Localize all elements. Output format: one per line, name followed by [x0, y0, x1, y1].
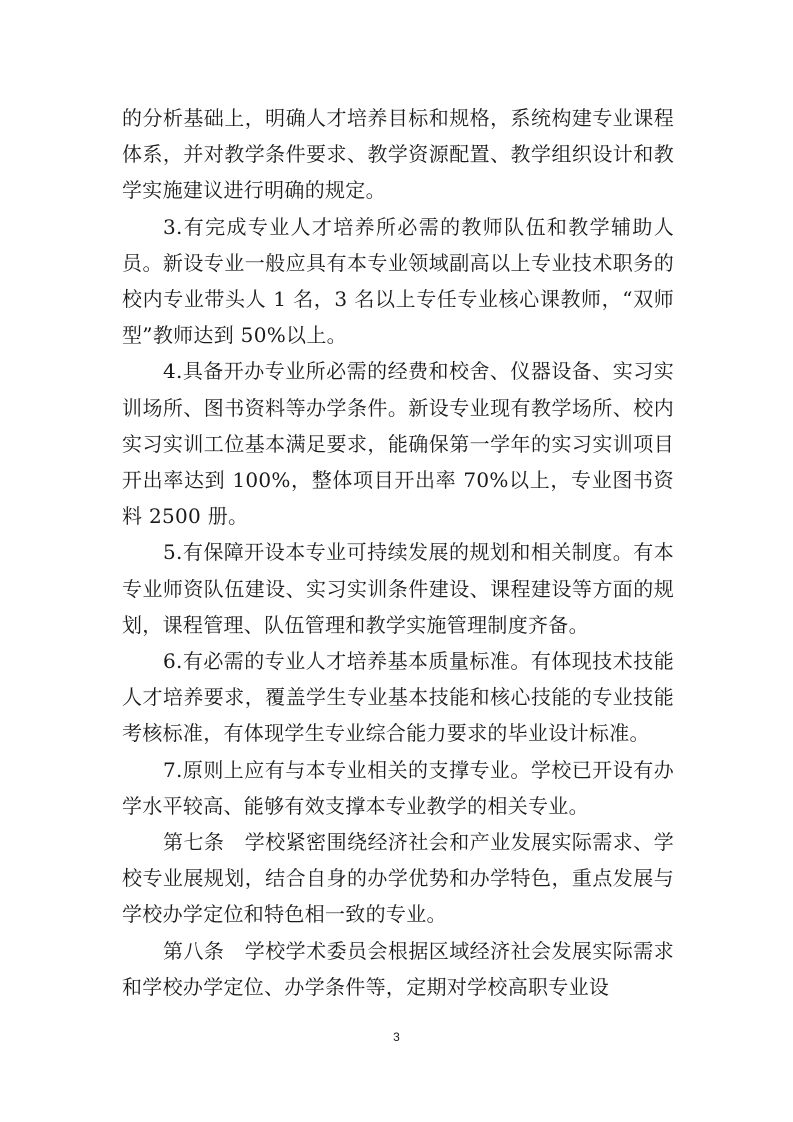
- paragraph-item-4: 4.具备开办专业所必需的经费和校舍、仪器设备、实习实训场所、图书资料等办学条件。新设专业现有教学场所、校内实习实训工位基本满足要求，能确保第一学年的实习实训项目开出率达到 100%，整体项目开出率 70%以上，专业图书资料 2500 册。: [122, 359, 674, 529]
- paragraph-continuation: 的分析基础上，明确人才培养目标和规格，系统构建专业课程体系，并对教学条件要求、教学资源配置、教学组织设计和教学实施建议进行明确的规定。: [122, 106, 674, 203]
- paragraph-item-6: 6.有必需的专业人才培养基本质量标准。有体现技术技能人才培养要求，覆盖学生专业基本技能和核心技能的专业技能考核标准，有体现学生专业综合能力要求的毕业设计标准。: [122, 649, 674, 746]
- paragraph-item-5: 5.有保障开设本专业可持续发展的规划和相关制度。有本专业师资队伍建设、实习实训条件建设、课程建设等方面的规划，课程管理、队伍管理和教学实施管理制度齐备。: [122, 540, 674, 637]
- paragraph-item-3: 3.有完成专业人才培养所必需的教师队伍和教学辅助人员。新设专业一般应具有本专业领域副高以上专业技术职务的校内专业带头人 1 名，3 名以上专任专业核心课教师，“双师型”教师达到 50%以上。: [122, 214, 674, 348]
- paragraph-article-8: 第八条 学校学术委员会根据区域经济社会发展实际需求和学校办学定位、办学条件等，定期对学校高职专业设: [122, 938, 674, 999]
- paragraph-item-7: 7.原则上应有与本专业相关的支撑专业。学校已开设有办学水平较高、能够有效支撑本专业教学的相关专业。: [122, 757, 674, 818]
- body-text: [122, 100, 674, 1005]
- paragraph-article-7: 第七条 学校紧密围绕经济社会和产业发展实际需求、学校专业展规划，结合自身的办学优势和办学特色，重点发展与学校办学定位和特色相一致的专业。: [122, 830, 674, 927]
- page-number: 3: [393, 1030, 400, 1044]
